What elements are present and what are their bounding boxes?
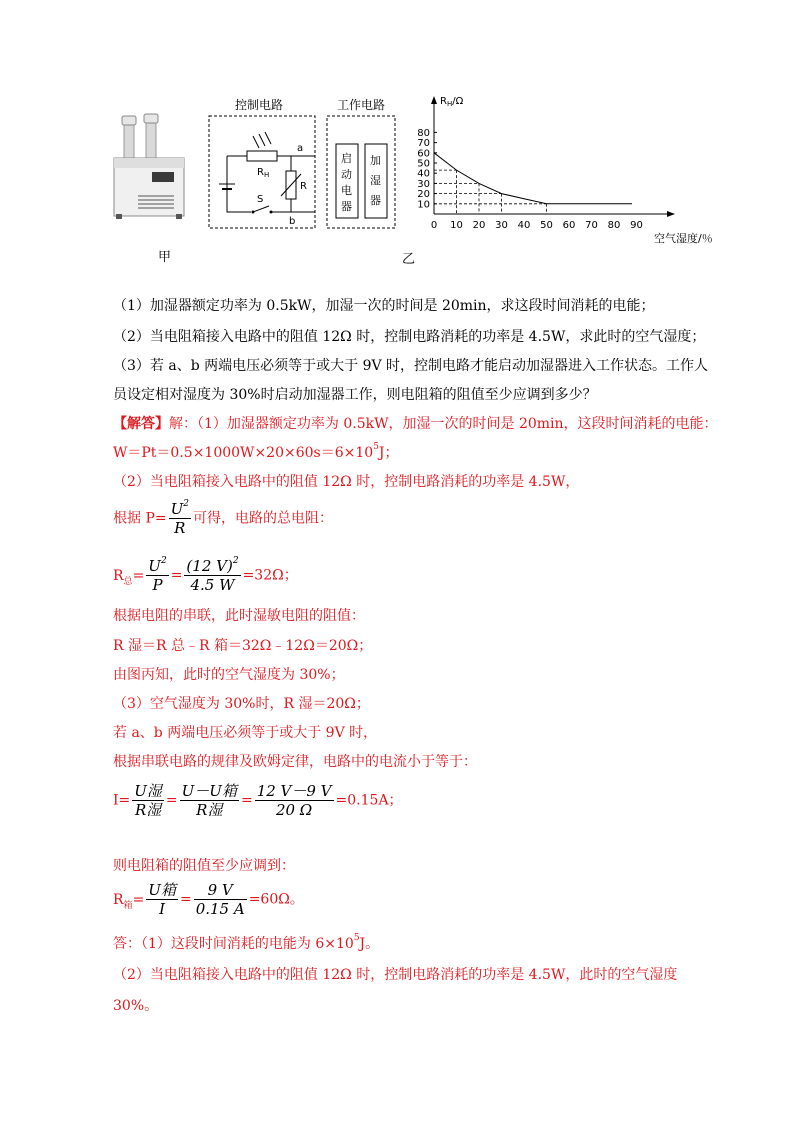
- answer-line-10: 若 a、b 两端电压必须等于或大于 9V 时，: [113, 725, 378, 741]
- a-label: a: [297, 143, 304, 154]
- s-label: S: [257, 194, 264, 205]
- circuit-diagram: [205, 96, 405, 236]
- figure-label-yi: 乙: [402, 252, 416, 267]
- answer-line-8: 由图丙知，此时的空气湿度为 30%；: [113, 667, 345, 683]
- humidifier-device-image: [108, 112, 190, 220]
- x-tick-label: 80: [607, 220, 621, 231]
- svg-text:动: 动: [341, 168, 352, 181]
- svg-text:电: 电: [341, 184, 352, 197]
- y-axis-arrow: [431, 96, 437, 104]
- x-tick-label: 30: [495, 220, 508, 231]
- answer-line-9: （3）空气湿度为 30%时，R 湿＝20Ω；: [113, 696, 370, 712]
- y-axis-label: $R_H/\Omega$: [440, 96, 464, 108]
- y-tick-label: 10: [417, 199, 430, 211]
- answer-line-6: 根据电阻的串联，此时湿敏电阻的阻值：: [113, 608, 365, 624]
- humidity-resistance-chart: [410, 92, 730, 252]
- y-tick-label: 80: [417, 127, 430, 139]
- answer-line-7: R 湿＝R 总﹣R 箱＝32Ω﹣12Ω＝20Ω；: [113, 638, 373, 654]
- y-tick-label: 40: [417, 168, 430, 180]
- question-3-line-1: （3）若 a、b 两端电压必须等于或大于 9V 时，控制电路才能启动加湿器进入工作状态。工作人: [113, 358, 709, 374]
- answer-formula-current: I= $\frac{\text{U湿}}{\text{R湿}}$ = $\frac{\text{U－U箱}}{\text{R湿}}$ = $\frac{12 V-9 V}{20 \Omega}$ =0.15A；: [113, 782, 403, 819]
- answer-conclusion-2: （2）当电阻箱接入电路中的阻值 12Ω 时，控制电路消耗的功率是 4.5W，此时的空气湿度: [113, 967, 678, 983]
- svg-text:启: 启: [341, 152, 352, 165]
- answer-formula-box-resistance: $R_箱=$ $\frac{\text{U箱}}{I}$ = $\frac{9 V}{0.15 A}$ =60Ω。: [113, 881, 304, 918]
- r-label: R: [300, 181, 307, 192]
- rh-label: $R_H$: [257, 167, 270, 179]
- svg-text:湿: 湿: [370, 174, 381, 187]
- question-1: （1）加湿器额定功率为 0.5kW，加湿一次的时间是 20min，求这段时间消耗的电能；: [113, 298, 655, 314]
- answer-line-2: $W=Pt=0.5\times 1000W\times 20\times 60s=6\times 10^5J$；: [113, 442, 399, 461]
- x-tick-label: 40: [517, 220, 531, 231]
- x-tick-label: 60: [562, 220, 576, 231]
- x-axis-arrow: [667, 211, 675, 217]
- figure-label-jia: 甲: [158, 250, 172, 265]
- control-circuit-title: 控制电路: [235, 98, 284, 112]
- svg-text:器: 器: [341, 200, 352, 213]
- work-circuit-title: 工作电路: [337, 98, 386, 112]
- x-tick-label: 90: [630, 220, 643, 231]
- x-tick-label: 50: [540, 220, 553, 231]
- answer-formula-power: 根据 P= $\frac{U^2}{R}$ 可得，电路的总电阻：: [113, 499, 333, 537]
- answer-line-1: 【解答】解：（1）加湿器额定功率为 0.5kW，加湿一次的时间是 20min，这段时间消耗的电能：: [113, 416, 718, 432]
- b-label: b: [289, 216, 296, 227]
- y-tick-label: 60: [417, 148, 430, 160]
- x-tick-label: 20: [472, 220, 486, 231]
- y-tick-label: 70: [417, 138, 430, 150]
- svg-text:加: 加: [370, 154, 381, 167]
- answer-conclusion-3: 30%。: [113, 998, 159, 1014]
- answer-line-3: （2）当电阻箱接入电路中的阻值 12Ω 时，控制电路消耗的功率是 4.5W，: [113, 474, 580, 490]
- answer-formula-total-resistance: $R_总=$ $\frac{U^2}{P}$ = $\frac{(12 V)^2}{4.5 W}$ =32Ω；: [113, 556, 298, 594]
- x-tick-label: 0: [430, 220, 438, 231]
- question-3-line-2: 员设定相对湿度为 30%时启动加湿器工作，则电阻箱的阻值至少应调到多少？: [113, 387, 597, 403]
- y-tick-label: 30: [417, 178, 430, 190]
- answer-line-13: 则电阻箱的阻值至少应调到：: [113, 858, 295, 874]
- question-2: （2）当电阻箱接入电路中的阻值 12Ω 时，控制电路消耗的功率是 4.5W，求此时的空气湿度；: [113, 329, 706, 345]
- answer-conclusion-1: 答：（1）这段时间消耗的电能为 $6\times 10^5J$。: [113, 933, 380, 952]
- x-tick-label: 10: [450, 220, 463, 231]
- x-tick-label: 70: [585, 220, 598, 231]
- y-tick-label: 50: [417, 158, 430, 170]
- x-axis-label: 空气湿度/％: [654, 232, 713, 245]
- svg-text:器: 器: [370, 194, 381, 207]
- y-tick-label: 20: [417, 189, 430, 201]
- series-line: [434, 153, 632, 204]
- answer-tag: 【解答】: [113, 416, 169, 432]
- answer-line-11: 根据串联电路的规律及欧姆定律，电路中的电流小于等于：: [113, 754, 477, 770]
